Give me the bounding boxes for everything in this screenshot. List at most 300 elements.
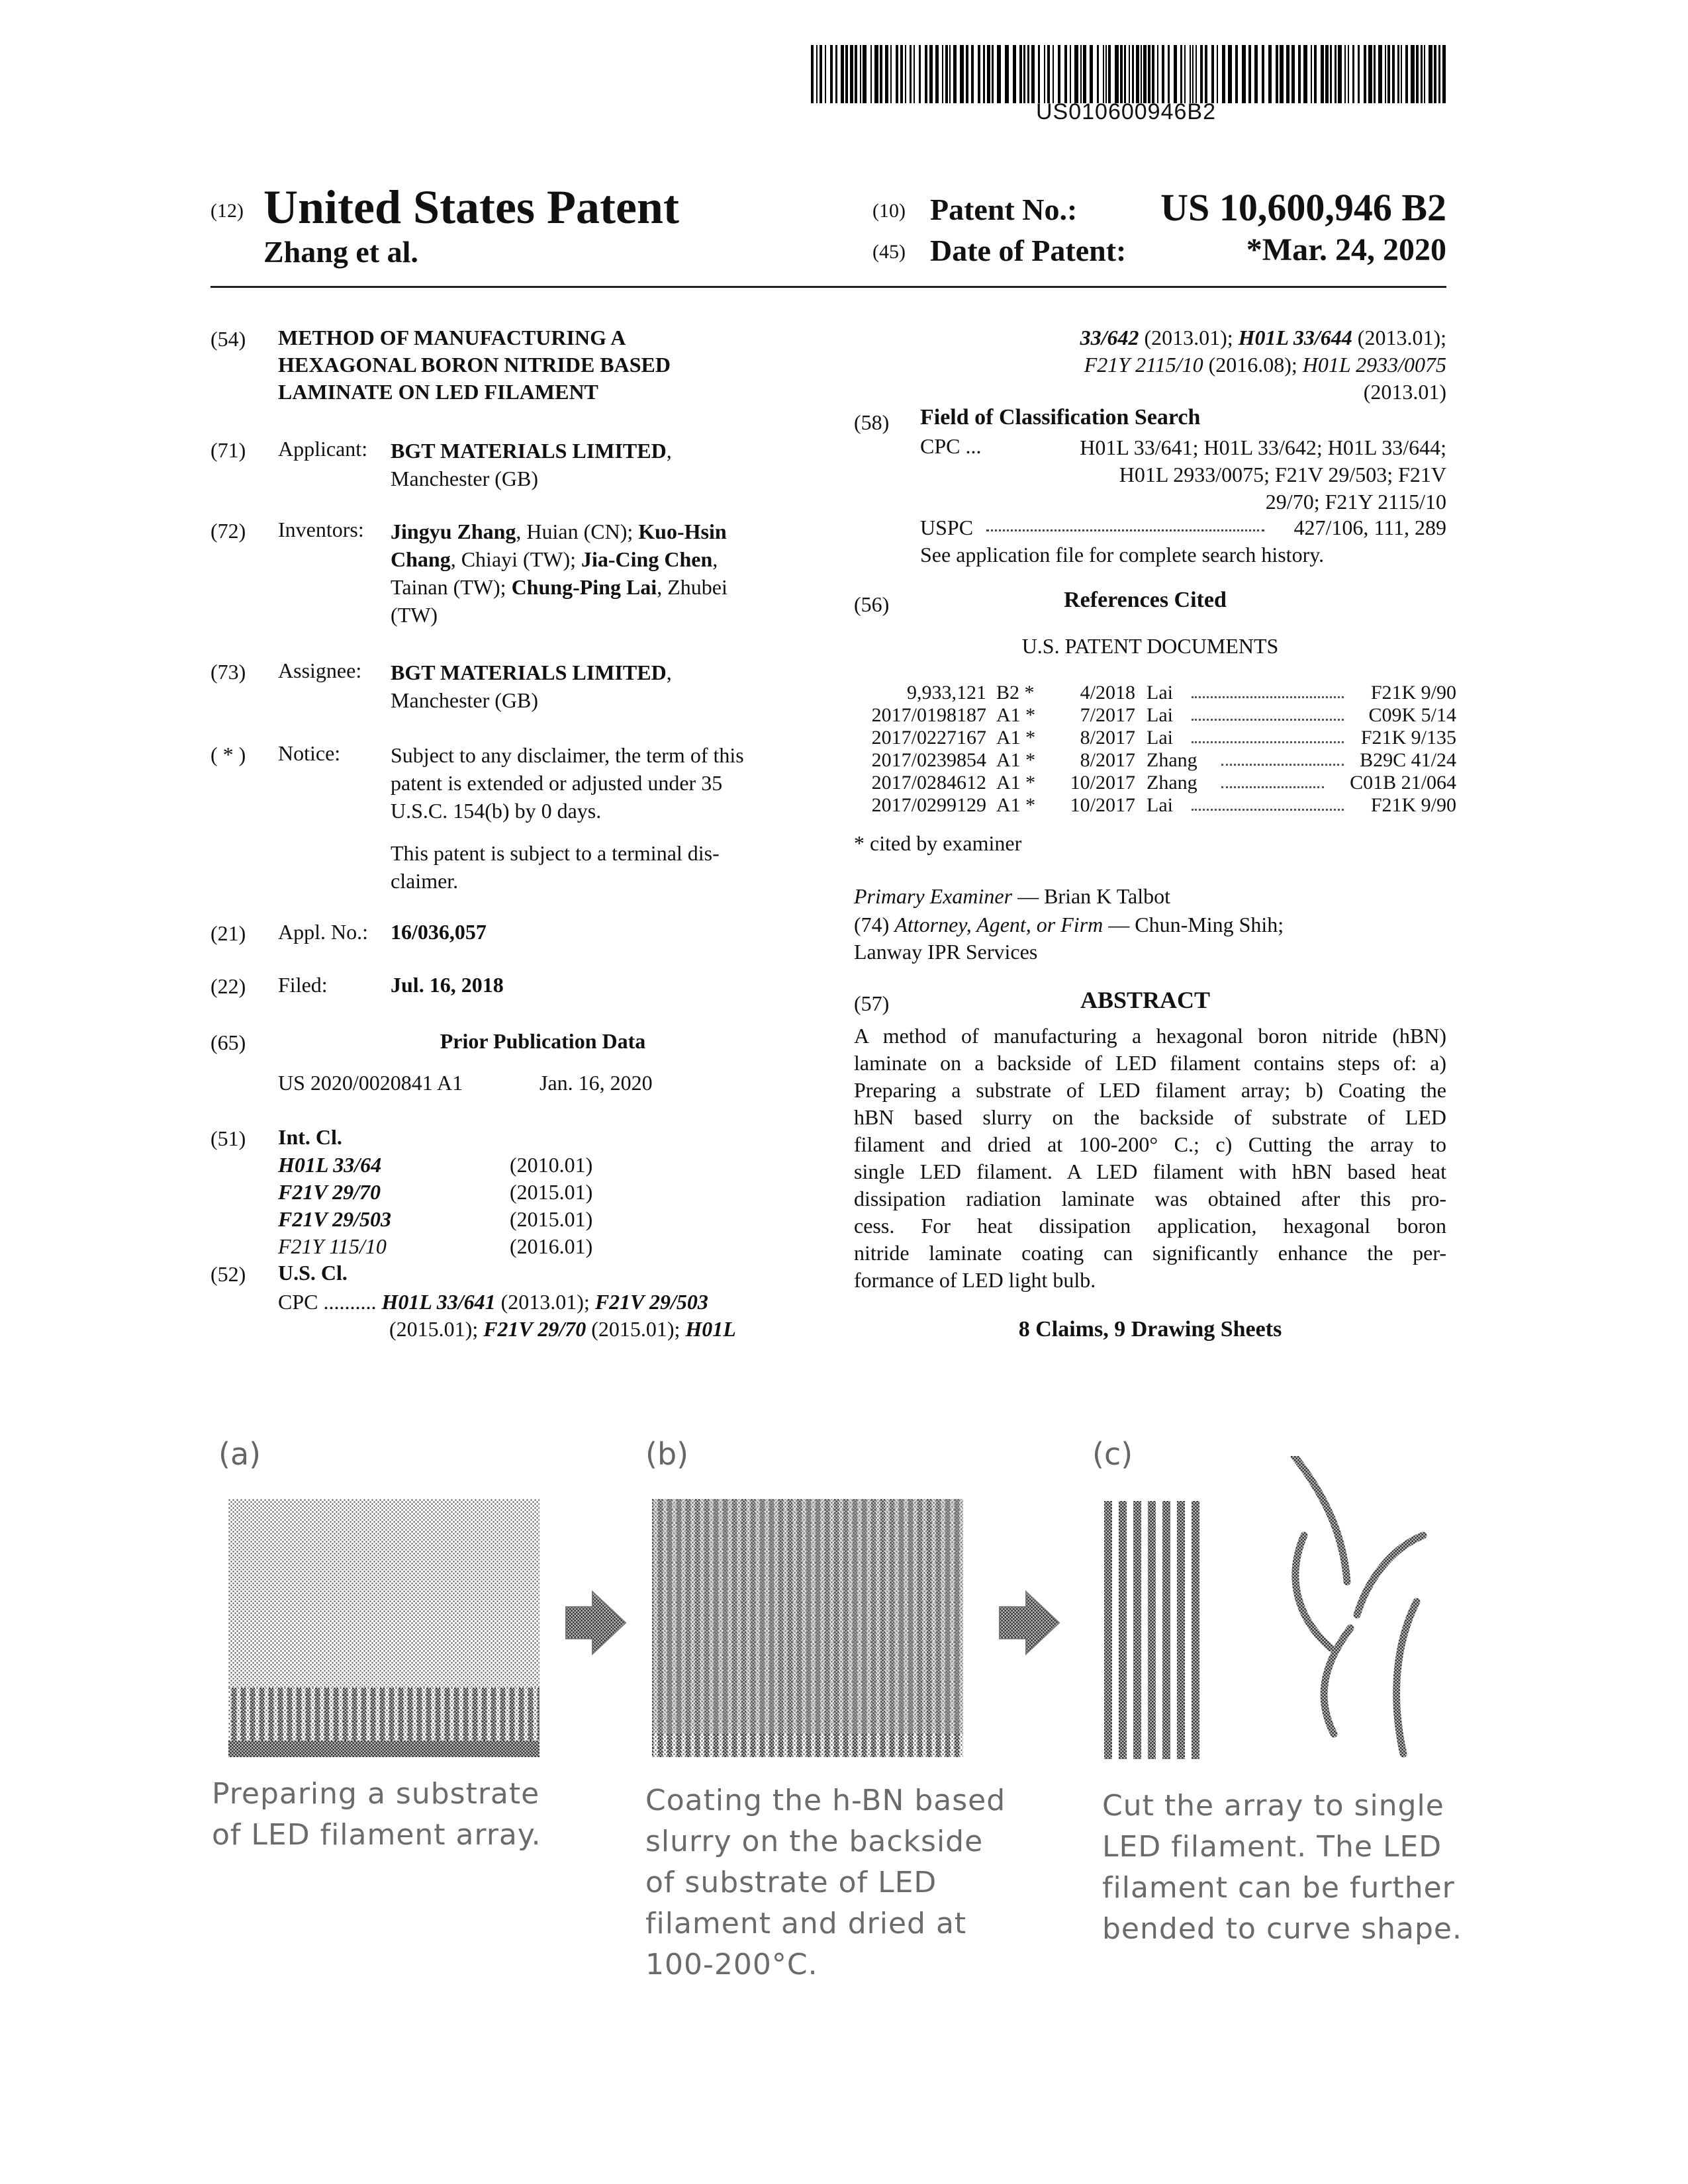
barcode-bar bbox=[978, 45, 980, 103]
barcode-bar bbox=[885, 45, 888, 103]
barcode-bar bbox=[1108, 45, 1111, 103]
inventor-name: Jingyu Zhang bbox=[391, 520, 516, 543]
barcode-bar bbox=[1064, 45, 1067, 103]
int-cl-label: Int. Cl. bbox=[278, 1125, 342, 1149]
terminal-disclaimer bbox=[391, 839, 804, 895]
caption-line: Coating the h-BN based bbox=[645, 1784, 1006, 1817]
terminal-line: claimer. bbox=[391, 869, 459, 893]
abstract-line: formance of LED light bulb. bbox=[854, 1268, 1096, 1292]
barcode-bar bbox=[1090, 45, 1093, 103]
document-type: United States Patent bbox=[263, 181, 679, 234]
barcode-bar bbox=[811, 45, 814, 103]
barcode-bar bbox=[835, 45, 837, 103]
barcode-bar bbox=[1070, 45, 1071, 103]
barcode-bar bbox=[1286, 45, 1289, 103]
cpc-year: (2015.01); bbox=[586, 1317, 686, 1341]
reference-row bbox=[861, 682, 1456, 704]
barcode-bar bbox=[945, 45, 948, 103]
date-label: Date of Patent: bbox=[930, 234, 1127, 267]
barcode-bar bbox=[1314, 45, 1317, 103]
patent-number: US 10,600,946 B2 bbox=[1160, 186, 1446, 229]
barcode-bar bbox=[960, 45, 964, 103]
barcode-bar bbox=[1429, 45, 1432, 103]
barcode-bar bbox=[1168, 45, 1170, 103]
barcode-bar bbox=[935, 45, 939, 103]
appl-no-label: Appl. No.: bbox=[278, 920, 368, 944]
barcode-bar bbox=[880, 45, 882, 103]
barcode-bar bbox=[1368, 45, 1372, 103]
reference-number: 2017/0284612 bbox=[871, 772, 986, 794]
inventor-name: Kuo-Hsin bbox=[638, 520, 727, 543]
applicant-location: Manchester (GB) bbox=[391, 467, 539, 490]
barcode-bar bbox=[1120, 45, 1123, 103]
barcode-bar bbox=[1152, 45, 1154, 103]
field-cpc-label: CPC ... bbox=[920, 434, 982, 458]
barcode-bar bbox=[1180, 45, 1182, 103]
int-cl-year: (2015.01) bbox=[510, 1207, 593, 1231]
inventor-location: (TW) bbox=[391, 603, 438, 627]
barcode-bar bbox=[820, 45, 822, 103]
barcode-bar bbox=[949, 45, 951, 103]
see-application: See application file for complete search history. bbox=[920, 543, 1325, 567]
reference-number: 9,933,121 bbox=[907, 682, 986, 704]
cpc-code: H01L 33/641 bbox=[381, 1290, 496, 1314]
code-56: (56) bbox=[854, 592, 890, 616]
code-51: (51) bbox=[211, 1126, 246, 1150]
barcode-bar bbox=[1200, 45, 1203, 103]
barcode-bar bbox=[1364, 45, 1366, 103]
inventor-name: Chang bbox=[391, 547, 451, 571]
field-cpc-line: H01L 2933/0075; F21V 29/503; F21V bbox=[1119, 463, 1446, 486]
code-10: (10) bbox=[872, 200, 906, 222]
patent-no-label: Patent No.: bbox=[930, 193, 1078, 226]
uspc-label: USPC bbox=[920, 516, 974, 539]
barcode-bar bbox=[1262, 45, 1264, 103]
barcode-bar bbox=[1438, 45, 1440, 103]
int-cl-year: (2016.01) bbox=[510, 1234, 593, 1258]
barcode-bar bbox=[1352, 45, 1354, 103]
single-filaments bbox=[1104, 1501, 1199, 1759]
reference-inventor: Lai bbox=[1147, 794, 1173, 816]
code-12: (12) bbox=[211, 200, 244, 222]
cpc-year: (2013.01) bbox=[1363, 380, 1446, 404]
barcode-bar bbox=[1162, 45, 1164, 103]
barcode-bar bbox=[870, 45, 872, 103]
abstract-line: single LED filament. A LED filament with hBN based heat bbox=[854, 1160, 1446, 1183]
notice-line: U.S.C. 154(b) by 0 days. bbox=[391, 799, 602, 823]
reference-class: C01B 21/064 bbox=[1350, 772, 1456, 794]
barcode-bar bbox=[1280, 45, 1284, 103]
terminal-line: This patent is subject to a terminal dis- bbox=[391, 841, 720, 865]
reference-class: F21K 9/90 bbox=[1370, 682, 1456, 704]
references-heading: References Cited bbox=[1064, 588, 1227, 612]
barcode-bar bbox=[983, 45, 985, 103]
cpc-year: (2013.01); bbox=[1352, 326, 1446, 349]
field-cpc-line: 29/70; F21Y 2115/10 bbox=[1265, 490, 1446, 514]
reference-kind: B2 * bbox=[996, 682, 1035, 704]
filament-array-base bbox=[228, 1741, 539, 1757]
barcode-bar bbox=[1143, 45, 1147, 103]
applicant-name: BGT MATERIALS LIMITED bbox=[391, 439, 667, 463]
attorney-firm: Lanway IPR Services bbox=[854, 940, 1038, 964]
barcode-bar bbox=[925, 45, 927, 103]
int-cl-code: F21V 29/503 bbox=[278, 1207, 391, 1231]
reference-number: 2017/0198187 bbox=[871, 704, 986, 726]
cpc-code: H01L 2933/0075 bbox=[1302, 353, 1446, 377]
barcode-bar bbox=[997, 45, 1001, 103]
primary-examiner bbox=[854, 884, 1170, 909]
uspc-value: 427/106, 111, 289 bbox=[1293, 516, 1446, 539]
reference-date: 4/2018 bbox=[1080, 682, 1135, 704]
caption-line: 100-200°C. bbox=[645, 1948, 818, 1981]
notice-line: Subject to any disclaimer, the term of this bbox=[391, 743, 744, 767]
barcode-bar bbox=[1038, 45, 1040, 103]
filed-date: Jul. 16, 2018 bbox=[391, 973, 504, 997]
caption-line: Preparing a substrate bbox=[212, 1777, 540, 1811]
coated-substrate-stripes bbox=[652, 1499, 963, 1757]
barcode-bar bbox=[855, 45, 857, 103]
barcode-bar bbox=[1019, 45, 1022, 103]
examiner-label: Primary Examiner bbox=[854, 884, 1013, 908]
barcode-bar bbox=[1303, 45, 1307, 103]
barcode-bar bbox=[1338, 45, 1342, 103]
barcode-bar bbox=[1115, 45, 1119, 103]
inventor-location: , Huian (CN); bbox=[516, 520, 639, 543]
barcode-bar bbox=[1385, 45, 1386, 103]
reference-row bbox=[861, 749, 1456, 772]
barcode-bar bbox=[1132, 45, 1134, 103]
caption-line: of substrate of LED bbox=[645, 1866, 937, 1899]
reference-inventor: Zhang bbox=[1147, 772, 1197, 794]
caption-line: filament can be further bbox=[1102, 1871, 1455, 1905]
int-cl-year: (2015.01) bbox=[510, 1180, 593, 1204]
field-cpc-line: H01L 33/641; H01L 33/642; H01L 33/644; bbox=[1080, 435, 1446, 459]
barcode-bar bbox=[1192, 45, 1194, 103]
barcode-bar bbox=[1411, 45, 1415, 103]
int-cl-code: F21Y 115/10 bbox=[278, 1234, 387, 1258]
barcode-bar bbox=[1217, 45, 1218, 103]
cpc-year: (2013.01); bbox=[495, 1290, 595, 1314]
reference-inventor: Lai bbox=[1147, 704, 1173, 726]
inventor-name: Jia-Cing Chen bbox=[581, 547, 713, 571]
barcode-bar bbox=[1291, 45, 1295, 103]
caption-line: bended to curve shape. bbox=[1102, 1912, 1462, 1946]
cpc-code: H01L bbox=[685, 1317, 736, 1341]
notice-label: Notice: bbox=[278, 741, 341, 765]
abstract-line: Preparing a substrate of LED filament array; b) Coating the bbox=[854, 1078, 1446, 1102]
abstract-line: cess. For heat dissipation application, hexagonal boron bbox=[854, 1214, 1446, 1238]
cpc-year: (2015.01); bbox=[389, 1317, 484, 1341]
code-54: (54) bbox=[211, 327, 246, 351]
reference-dots bbox=[1192, 809, 1344, 811]
barcode-bar bbox=[900, 45, 903, 103]
barcode-bar bbox=[1031, 45, 1035, 103]
barcode-bar bbox=[1013, 45, 1016, 103]
title-line: LAMINATE ON LED FILAMENT bbox=[278, 380, 598, 404]
inventors: Jingyu Zhang, Huian (CN); Kuo-Hsin Chang, Chiayi (TW); Jia-Cing Chen, Tainan (TW); Chung-Ping Lai, Zhubei (TW) bbox=[391, 518, 801, 629]
reference-inventor: Zhang bbox=[1147, 749, 1197, 771]
int-cl-year: (2010.01) bbox=[510, 1153, 593, 1177]
abstract-line: hBN based slurry on the backside of substrate of LED bbox=[854, 1105, 1446, 1129]
us-cl-label: U.S. Cl. bbox=[278, 1261, 348, 1285]
caption-line: Cut the array to single bbox=[1102, 1789, 1444, 1823]
barcode-bar bbox=[1211, 45, 1214, 103]
inventor-name: Chung-Ping Lai bbox=[511, 575, 657, 599]
barcode-bar bbox=[929, 45, 933, 103]
reference-dots bbox=[1221, 786, 1324, 788]
barcode-bar bbox=[1311, 45, 1312, 103]
us-cl-cpc: CPC .......... H01L 33/641 (2013.01); F21V 29/503 (2015.01); F21V 29/70 (2015.01); H01L bbox=[278, 1290, 736, 1341]
barcode bbox=[811, 45, 1446, 106]
barcode-bar bbox=[992, 45, 994, 103]
barcode-bar bbox=[896, 45, 898, 103]
invention-title bbox=[278, 324, 671, 406]
barcode-bar bbox=[1196, 45, 1197, 103]
reference-date: 10/2017 bbox=[1070, 794, 1135, 816]
barcode-bar bbox=[1184, 45, 1186, 103]
barcode-bar bbox=[1321, 45, 1324, 103]
panel-label-c: (c) bbox=[1092, 1436, 1133, 1472]
barcode-bar bbox=[1083, 45, 1086, 103]
inventor-location: , Chiayi (TW); bbox=[450, 547, 581, 571]
notice-line: patent is extended or adjusted under 35 bbox=[391, 771, 723, 795]
barcode-bar bbox=[1174, 45, 1177, 103]
cpc-label: CPC bbox=[278, 1290, 318, 1314]
int-cl-code: F21V 29/70 bbox=[278, 1180, 381, 1204]
barcode-bar bbox=[1268, 45, 1272, 103]
prior-publication-date: Jan. 16, 2020 bbox=[539, 1071, 653, 1095]
barcode-bar bbox=[890, 45, 892, 103]
barcode-bar bbox=[1434, 45, 1436, 103]
barcode-bar bbox=[1248, 45, 1251, 103]
barcode-bar bbox=[860, 45, 861, 103]
caption-line: LED filament. The LED bbox=[1102, 1830, 1442, 1864]
reference-dots bbox=[1192, 741, 1344, 743]
abstract-line: filament and dried at 100-200° C.; c) Cutting the array to bbox=[854, 1132, 1446, 1156]
reference-row bbox=[861, 727, 1456, 749]
cpc-code: F21V 29/503 bbox=[594, 1290, 708, 1314]
filed-label: Filed: bbox=[278, 973, 328, 997]
barcode-bar bbox=[1080, 45, 1082, 103]
attorney-label: Attorney, Agent, or Firm bbox=[894, 913, 1103, 936]
assignee-location: Manchester (GB) bbox=[391, 688, 539, 712]
inventor-location: , Zhubei bbox=[657, 575, 727, 599]
panel-label-a: (a) bbox=[218, 1436, 261, 1472]
claims-summary: 8 Claims, 9 Drawing Sheets bbox=[1018, 1317, 1282, 1342]
barcode-bar bbox=[830, 45, 833, 103]
uspc-dots bbox=[986, 529, 1264, 531]
barcode-bar bbox=[1136, 45, 1139, 103]
code-58: (58) bbox=[854, 410, 890, 434]
barcode-bar bbox=[1047, 45, 1050, 103]
barcode-bar bbox=[1401, 45, 1402, 103]
coated-substrate-base bbox=[652, 1734, 963, 1757]
reference-kind: A1 * bbox=[996, 794, 1036, 816]
barcode-bar bbox=[816, 45, 818, 103]
abstract-heading: ABSTRACT bbox=[1080, 987, 1211, 1013]
reference-class: F21K 9/90 bbox=[1370, 794, 1456, 816]
reference-kind: A1 * bbox=[996, 749, 1036, 771]
abstract-line: dissipation radiation laminate was obtained after this pro- bbox=[854, 1187, 1446, 1210]
abstract-line: A method of manufacturing a hexagonal boron nitride (hBN) bbox=[854, 1024, 1446, 1048]
barcode-bar bbox=[1335, 45, 1336, 103]
barcode-bar bbox=[1416, 45, 1419, 103]
barcode-bar bbox=[1330, 45, 1332, 103]
barcode-bar bbox=[910, 45, 912, 103]
barcode-bar bbox=[1276, 45, 1278, 103]
assignee: BGT MATERIALS LIMITED, Manchester (GB) bbox=[391, 659, 672, 714]
code-71: (71) bbox=[211, 438, 246, 462]
barcode-bar bbox=[1421, 45, 1423, 103]
applicant: BGT MATERIALS LIMITED, Manchester (GB) bbox=[391, 437, 672, 492]
abstract-line: laminate on a backside of LED filament contains steps of: a) bbox=[854, 1051, 1446, 1075]
title-line: METHOD OF MANUFACTURING A bbox=[278, 326, 626, 349]
barcode-bar bbox=[1124, 45, 1126, 103]
reference-class: F21K 9/135 bbox=[1360, 727, 1456, 749]
barcode-bar bbox=[1424, 45, 1425, 103]
reference-date: 7/2017 bbox=[1080, 704, 1135, 726]
assignee-name: BGT MATERIALS LIMITED bbox=[391, 660, 667, 684]
barcode-bar bbox=[1005, 45, 1009, 103]
code-65: (65) bbox=[211, 1030, 246, 1054]
barcode-bar bbox=[1242, 45, 1246, 103]
caption-line: slurry on the backside bbox=[645, 1825, 984, 1858]
barcode-bar bbox=[850, 45, 853, 103]
barcode-bar bbox=[1298, 45, 1301, 103]
barcode-bar bbox=[919, 45, 921, 103]
barcode-bar bbox=[1044, 45, 1045, 103]
barcode-bar bbox=[1392, 45, 1395, 103]
reference-number: 2017/0299129 bbox=[871, 794, 986, 816]
reference-dots bbox=[1192, 696, 1344, 698]
barcode-bar bbox=[1141, 45, 1142, 103]
reference-number: 2017/0227167 bbox=[871, 727, 986, 749]
barcode-bar bbox=[953, 45, 957, 103]
caption-a bbox=[212, 1774, 541, 1856]
abstract-line: nitride laminate coating can significantly enhance the per- bbox=[854, 1241, 1446, 1265]
applicant-label: Applicant: bbox=[278, 437, 368, 461]
barcode-bar bbox=[971, 45, 974, 103]
barcode-bar bbox=[1405, 45, 1408, 103]
barcode-bar bbox=[1228, 45, 1232, 103]
abstract-text bbox=[854, 1023, 1446, 1294]
reference-inventor: Lai bbox=[1147, 682, 1173, 704]
code-57: (57) bbox=[854, 991, 890, 1015]
barcode-bar bbox=[1442, 45, 1446, 103]
notice-text bbox=[391, 741, 804, 825]
reference-date: 8/2017 bbox=[1080, 727, 1135, 749]
barcode-bar bbox=[1254, 45, 1258, 103]
barcode-number: US010600946B2 bbox=[1036, 99, 1217, 124]
barcode-bar bbox=[905, 45, 906, 103]
barcode-bar bbox=[942, 45, 943, 103]
barcode-bar bbox=[914, 45, 915, 103]
code-74: (74) bbox=[854, 913, 890, 936]
cpc-continuation bbox=[854, 324, 1446, 406]
reference-dots bbox=[1221, 764, 1344, 766]
us-patent-documents-heading: U.S. PATENT DOCUMENTS bbox=[1021, 634, 1279, 658]
attorney bbox=[854, 911, 1284, 966]
barcode-bar bbox=[1374, 45, 1376, 103]
barcode-bar bbox=[1058, 45, 1060, 103]
caption-line: of LED filament array. bbox=[212, 1818, 541, 1852]
barcode-bar bbox=[1074, 45, 1078, 103]
patent-date: *Mar. 24, 2020 bbox=[1246, 232, 1446, 267]
barcode-bar bbox=[1205, 45, 1207, 103]
barcode-bar bbox=[845, 45, 848, 103]
reference-kind: A1 * bbox=[996, 704, 1036, 726]
assignee-label: Assignee: bbox=[278, 659, 362, 682]
appl-no: 16/036,057 bbox=[391, 920, 487, 944]
barcode-bar bbox=[1348, 45, 1349, 103]
barcode-bar bbox=[1235, 45, 1238, 103]
header-rule bbox=[211, 286, 1446, 288]
prior-publication-number: US 2020/0020841 A1 bbox=[278, 1071, 463, 1095]
code-45: (45) bbox=[872, 241, 906, 263]
barcode-bar bbox=[874, 45, 878, 103]
cited-by-examiner: * cited by examiner bbox=[854, 831, 1022, 855]
code-72: (72) bbox=[211, 519, 246, 543]
barcode-bar bbox=[1103, 45, 1104, 103]
barcode-bar bbox=[1105, 45, 1107, 103]
figure-drawing bbox=[0, 1456, 1688, 1813]
code-notice: ( * ) bbox=[211, 743, 246, 766]
reference-date: 8/2017 bbox=[1080, 749, 1135, 771]
panel-label-b: (b) bbox=[645, 1436, 689, 1472]
int-cl-code: H01L 33/64 bbox=[278, 1153, 382, 1177]
reference-dots bbox=[1192, 719, 1344, 721]
cpc-code: F21Y 2115/10 bbox=[1084, 353, 1203, 377]
barcode-bar bbox=[1358, 45, 1360, 103]
reference-row bbox=[861, 704, 1456, 727]
barcode-bar bbox=[966, 45, 968, 103]
barcode-bar bbox=[1157, 45, 1158, 103]
code-21: (21) bbox=[211, 921, 246, 945]
barcode-bar bbox=[1023, 45, 1025, 103]
code-22: (22) bbox=[211, 974, 246, 998]
examiner-name: — Brian K Talbot bbox=[1012, 884, 1170, 908]
barcode-bar bbox=[1027, 45, 1029, 103]
code-52: (52) bbox=[211, 1262, 246, 1286]
inventor-location: Tainan (TW); bbox=[391, 575, 512, 599]
reference-row bbox=[861, 794, 1456, 817]
barcode-bar bbox=[1053, 45, 1054, 103]
curved-filaments bbox=[1294, 1456, 1423, 1754]
arrow-icon bbox=[566, 1592, 626, 1654]
caption-line: filament and dried at bbox=[645, 1907, 967, 1940]
barcode-bar bbox=[1397, 45, 1399, 103]
barcode-bar bbox=[825, 45, 826, 103]
cpc-code: H01L 33/644 bbox=[1238, 326, 1352, 349]
reference-row bbox=[861, 772, 1456, 794]
barcode-bar bbox=[987, 45, 990, 103]
code-73: (73) bbox=[211, 660, 246, 684]
arrow-icon bbox=[1000, 1592, 1059, 1654]
inventors-label: Inventors: bbox=[278, 518, 364, 541]
attorney-name: — Chun-Ming Shih; bbox=[1103, 913, 1284, 936]
barcode-bar bbox=[1190, 45, 1191, 103]
filament-array-stripes bbox=[228, 1688, 539, 1741]
barcode-bar bbox=[1325, 45, 1329, 103]
cpc-code: 33/642 bbox=[1080, 326, 1139, 349]
barcode-bar bbox=[1097, 45, 1099, 103]
field-cpc-values bbox=[993, 434, 1446, 516]
reference-class: C09K 5/14 bbox=[1368, 704, 1456, 726]
reference-class: B29C 41/24 bbox=[1360, 749, 1456, 771]
field-search-heading: Field of Classification Search bbox=[920, 405, 1201, 430]
reference-number: 2017/0239854 bbox=[871, 749, 986, 771]
authors: Zhang et al. bbox=[263, 235, 418, 269]
